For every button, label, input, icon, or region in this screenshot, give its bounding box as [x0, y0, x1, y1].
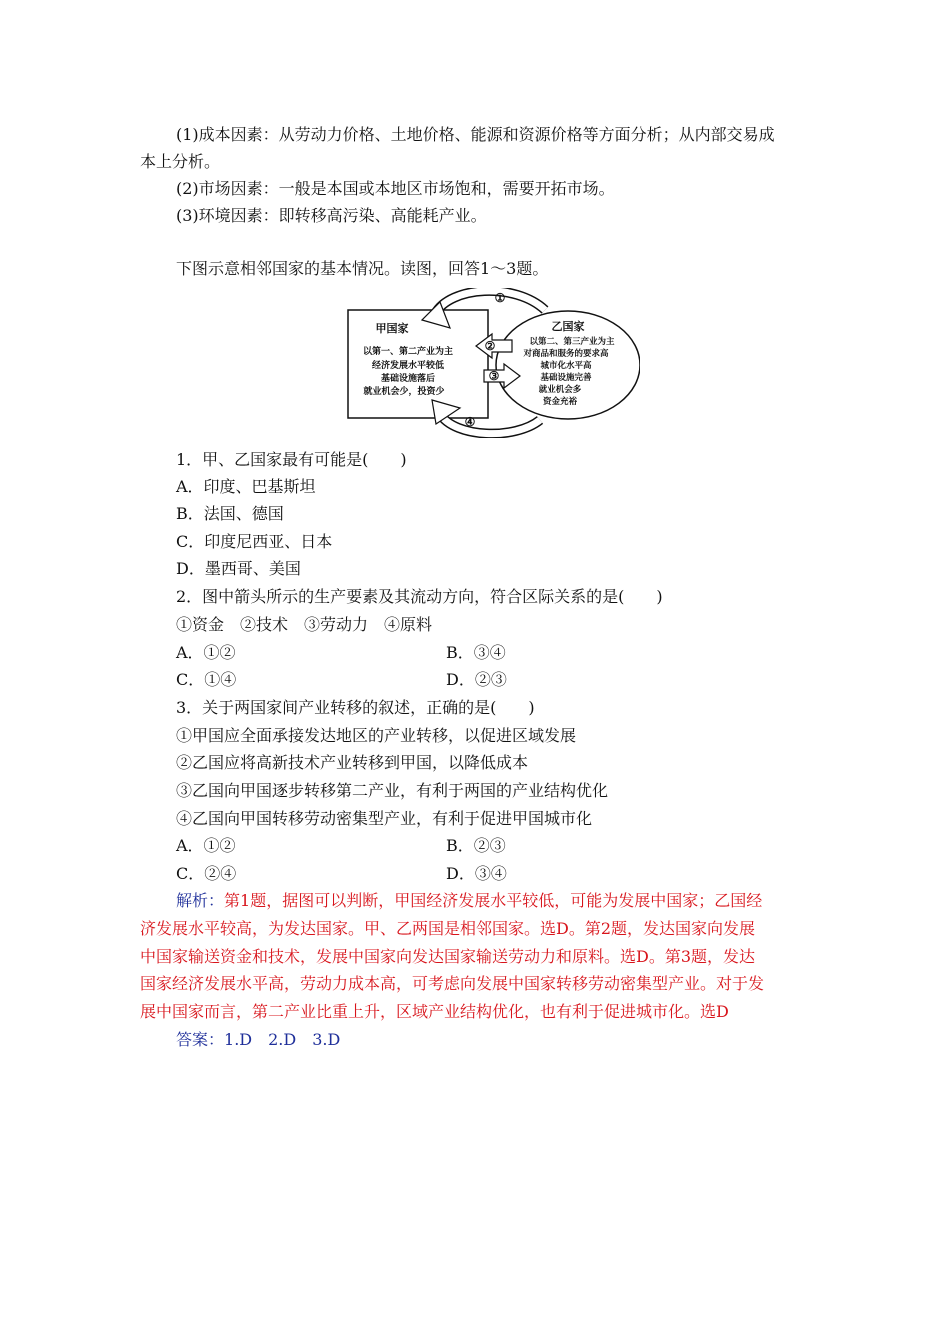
q3-option-b: B．②③ [446, 836, 506, 855]
intro-paragraph-1: (1)成本因素：从劳动力价格、土地价格、能源和资源价格等方面分析；从内部交易成 [176, 125, 775, 144]
intro-paragraph-2: (2)市场因素：一般是本国或本地区市场饱和，需要开拓市场。 [176, 179, 615, 198]
analysis-label: 解析： [176, 891, 225, 910]
q1-option-a: A．印度、巴基斯坦 [176, 477, 316, 496]
intro-paragraph-1-cont: 本上分析。 [140, 152, 221, 171]
country-relation-diagram [340, 288, 640, 438]
answer-text: 1.D 2.D 3.D [224, 1030, 341, 1049]
q2-stem: 2．图中箭头所示的生产要素及其流动方向，符合区际关系的是( ) [176, 587, 663, 606]
q1-stem: 1．甲、乙国家最有可能是( ) [176, 450, 407, 469]
arrow-label-1: ① [494, 291, 506, 305]
yi-line-5: 就业机会多 [538, 385, 582, 395]
jia-title: 甲国家 [375, 322, 409, 335]
yi-line-4: 基础设施完善 [540, 373, 592, 383]
q2-option-a: A．①② [176, 643, 236, 662]
arrow-label-4: ④ [464, 415, 476, 429]
yi-line-6: 资金充裕 [542, 397, 578, 407]
q1-option-b: B．法国、德国 [176, 504, 284, 523]
analysis-line-3: 中国家输送资金和技术，发展中国家向发达国家输送劳动力和原料。选D。第3题，发达 [140, 947, 756, 966]
q2-option-c: C．①④ [176, 670, 237, 689]
q2-option-d: D．②③ [446, 670, 507, 689]
question-lead: 下图示意相邻国家的基本情况。读图，回答1～3题。 [176, 259, 549, 278]
jia-line-3: 基础设施落后 [380, 374, 436, 384]
q3-item-4: ④乙国向甲国转移劳动密集型产业，有利于促进甲国城市化 [176, 809, 593, 828]
yi-title: 乙国家 [551, 320, 585, 333]
analysis-line-4: 国家经济发展水平高，劳动力成本高，可考虑向发展中国家转移劳动密集型产业。对于发 [140, 974, 765, 993]
jia-line-2: 经济发展水平较低 [371, 361, 445, 371]
analysis-line-1 [176, 891, 762, 911]
q1-option-c: C．印度尼西亚、日本 [176, 532, 333, 551]
arrow-label-3: ③ [488, 369, 500, 383]
yi-line-2: 对商品和服务的要求高 [523, 349, 609, 359]
answer-label: 答案： [176, 1030, 225, 1049]
yi-line-3: 城市化水平高 [540, 361, 592, 371]
analysis-text-1: 第1题，据图可以判断，甲国经济发展水平较低，可能为发展中国家；乙国经 [224, 891, 763, 910]
jia-line-4: 就业机会少，投资少 [363, 387, 445, 397]
answer-line [176, 1030, 340, 1050]
analysis-line-5: 展中国家而言，第二产业比重上升，区域产业结构优化，也有利于促进城市化。选D [140, 1002, 729, 1021]
yi-line-1: 以第二、第三产业为主 [529, 337, 615, 347]
q3-option-d: D．③④ [446, 864, 507, 883]
q2-option-b: B．③④ [446, 643, 506, 662]
q3-option-a: A．①② [176, 836, 236, 855]
q3-stem: 3．关于两国家间产业转移的叙述，正确的是( ) [176, 698, 535, 717]
q1-option-d: D．墨西哥、美国 [176, 559, 301, 578]
q3-item-2: ②乙国应将高新技术产业转移到甲国，以降低成本 [176, 753, 529, 772]
jia-line-1: 以第一、第二产业为主 [362, 347, 454, 357]
intro-paragraph-3: (3)环境因素：即转移高污染、高能耗产业。 [176, 206, 487, 225]
q3-item-3: ③乙国向甲国逐步转移第二产业，有利于两国的产业结构优化 [176, 781, 609, 800]
arrow-label-2: ② [484, 339, 496, 353]
q3-option-c: C．②④ [176, 864, 237, 883]
analysis-line-2: 济发展水平较高，为发达国家。甲、乙两国是相邻国家。选D。第2题，发达国家向发展 [140, 919, 756, 938]
q3-item-1: ①甲国应全面承接发达地区的产业转移，以促进区域发展 [176, 726, 577, 745]
q2-items: ①资金 ②技术 ③劳动力 ④原料 [176, 615, 433, 634]
